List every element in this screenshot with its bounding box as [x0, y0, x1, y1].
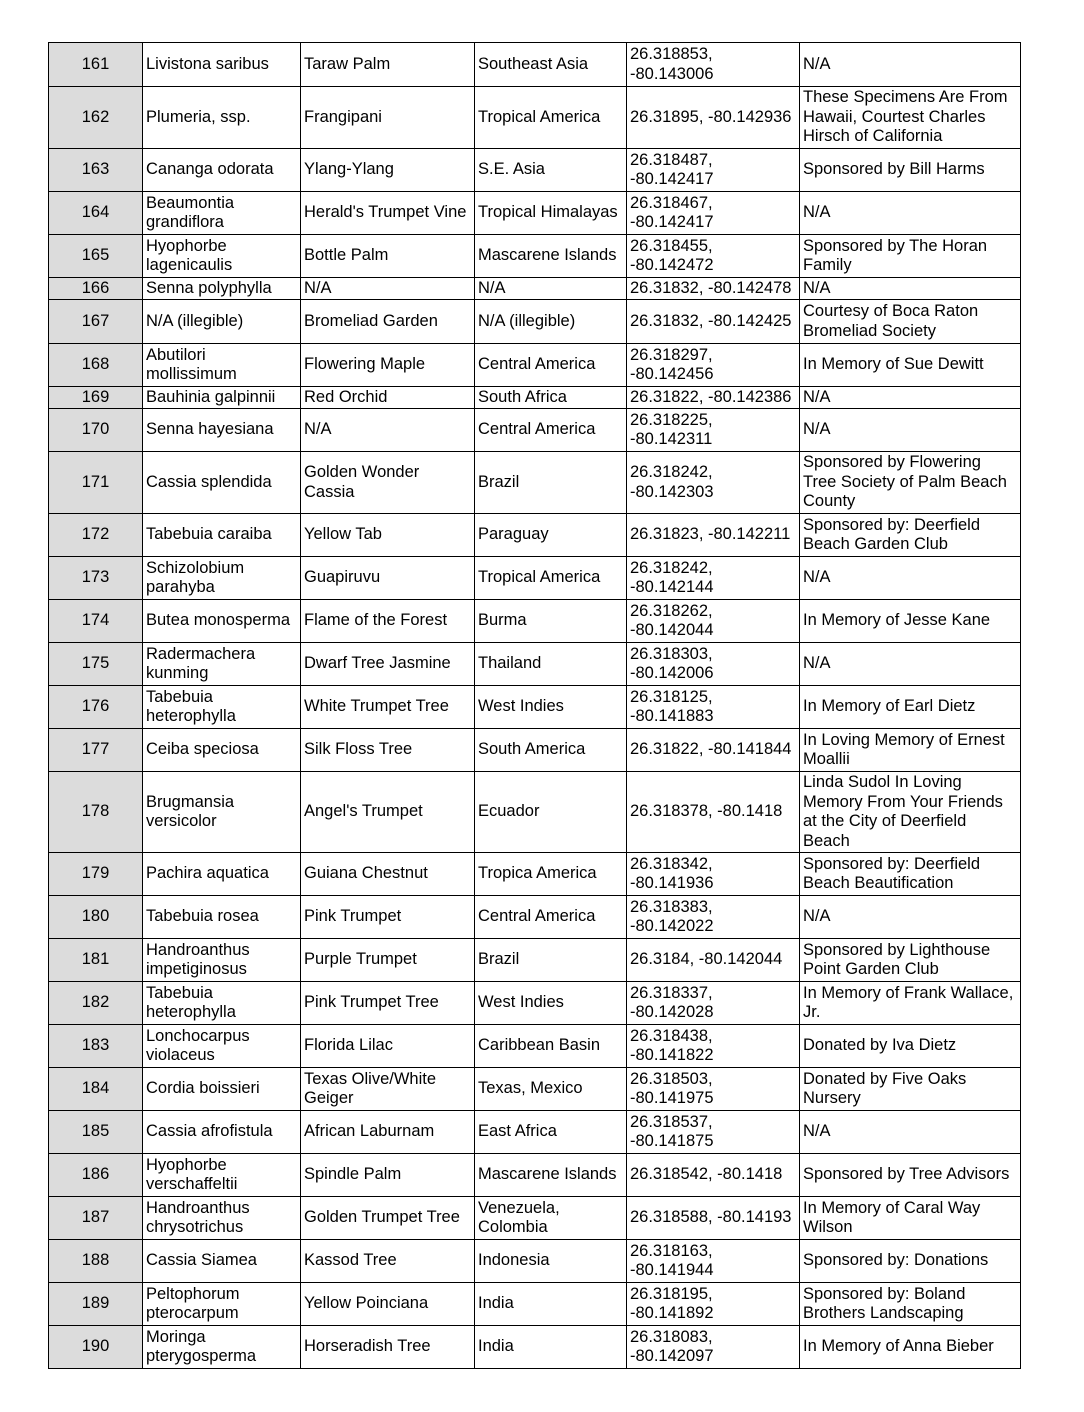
- plant-number-cell: 167: [49, 300, 143, 344]
- common-name-cell: Silk Floss Tree: [301, 729, 475, 772]
- origin-cell: Tropical America: [475, 87, 627, 149]
- coordinates-cell: 26.318383, -80.142022: [627, 896, 800, 939]
- plant-number-cell: 162: [49, 87, 143, 149]
- common-name-cell: Florida Lilac: [301, 1025, 475, 1068]
- notes-cell: N/A: [800, 278, 1021, 300]
- scientific-name-cell: Handroanthus impetiginosus: [143, 939, 301, 982]
- scientific-name-cell: Lonchocarpus violaceus: [143, 1025, 301, 1068]
- table-row: [49, 896, 1021, 939]
- plant-number-cell: 185: [49, 1111, 143, 1154]
- table-row: [49, 192, 1021, 235]
- origin-cell: N/A: [475, 278, 627, 300]
- coordinates-cell: 26.318467, -80.142417: [627, 192, 800, 235]
- coordinates-cell: 26.318337, -80.142028: [627, 982, 800, 1025]
- origin-cell: Venezuela, Colombia: [475, 1197, 627, 1240]
- table-row: [49, 1197, 1021, 1240]
- scientific-name-cell: Cassia splendida: [143, 452, 301, 514]
- scientific-name-cell: Handroanthus chrysotrichus: [143, 1197, 301, 1240]
- notes-cell: Sponsored by: Donations: [800, 1240, 1021, 1283]
- notes-cell: N/A: [800, 192, 1021, 235]
- scientific-name-cell: Tabebuia rosea: [143, 896, 301, 939]
- scientific-name-cell: Beaumontia grandiflora: [143, 192, 301, 235]
- scientific-name-cell: Livistona saribus: [143, 43, 301, 87]
- common-name-cell: Yellow Tab: [301, 514, 475, 557]
- coordinates-cell: 26.31895, -80.142936: [627, 87, 800, 149]
- plant-number-cell: 182: [49, 982, 143, 1025]
- scientific-name-cell: Ceiba speciosa: [143, 729, 301, 772]
- coordinates-cell: 26.31832, -80.142425: [627, 300, 800, 344]
- plant-table-body: [49, 43, 1021, 1369]
- notes-cell: Sponsored by Tree Advisors: [800, 1154, 1021, 1197]
- plant-number-cell: 181: [49, 939, 143, 982]
- coordinates-cell: 26.318487, -80.142417: [627, 149, 800, 192]
- scientific-name-cell: Butea monosperma: [143, 600, 301, 643]
- plant-number-cell: 183: [49, 1025, 143, 1068]
- plant-number-cell: 188: [49, 1240, 143, 1283]
- scientific-name-cell: Brugmansia versicolor: [143, 772, 301, 853]
- scientific-name-cell: Hyophorbe verschaffeltii: [143, 1154, 301, 1197]
- scientific-name-cell: Senna polyphylla: [143, 278, 301, 300]
- plant-number-cell: 165: [49, 235, 143, 278]
- notes-cell: In Loving Memory of Ernest Moallii: [800, 729, 1021, 772]
- common-name-cell: Guapiruvu: [301, 557, 475, 600]
- common-name-cell: Pink Trumpet Tree: [301, 982, 475, 1025]
- common-name-cell: Guiana Chestnut: [301, 853, 475, 896]
- origin-cell: Texas, Mexico: [475, 1068, 627, 1111]
- common-name-cell: Taraw Palm: [301, 43, 475, 87]
- scientific-name-cell: Cordia boissieri: [143, 1068, 301, 1111]
- scientific-name-cell: N/A (illegible): [143, 300, 301, 344]
- notes-cell: In Memory of Anna Bieber: [800, 1326, 1021, 1369]
- scientific-name-cell: Senna hayesiana: [143, 409, 301, 452]
- origin-cell: Ecuador: [475, 772, 627, 853]
- coordinates-cell: 26.318242, -80.142144: [627, 557, 800, 600]
- plant-number-cell: 163: [49, 149, 143, 192]
- notes-cell: In Memory of Jesse Kane: [800, 600, 1021, 643]
- coordinates-cell: 26.318163, -80.141944: [627, 1240, 800, 1283]
- table-row: [49, 278, 1021, 300]
- table-row: [49, 1326, 1021, 1369]
- coordinates-cell: 26.31832, -80.142478: [627, 278, 800, 300]
- coordinates-cell: 26.318297, -80.142456: [627, 344, 800, 387]
- coordinates-cell: 26.318378, -80.1418: [627, 772, 800, 853]
- origin-cell: Mascarene Islands: [475, 1154, 627, 1197]
- notes-cell: Sponsored by Bill Harms: [800, 149, 1021, 192]
- scientific-name-cell: Schizolobium parahyba: [143, 557, 301, 600]
- coordinates-cell: 26.31822, -80.142386: [627, 387, 800, 409]
- scientific-name-cell: Tabebuia heterophylla: [143, 686, 301, 729]
- notes-cell: Linda Sudol In Loving Memory From Your Friends at the City of Deerfield Beach: [800, 772, 1021, 853]
- plant-number-cell: 187: [49, 1197, 143, 1240]
- origin-cell: Southeast Asia: [475, 43, 627, 87]
- plant-number-cell: 176: [49, 686, 143, 729]
- notes-cell: Sponsored by Lighthouse Point Garden Club: [800, 939, 1021, 982]
- coordinates-cell: 26.318853, -80.143006: [627, 43, 800, 87]
- table-row: [49, 387, 1021, 409]
- origin-cell: Tropical America: [475, 557, 627, 600]
- table-row: [49, 686, 1021, 729]
- table-row: [49, 43, 1021, 87]
- scientific-name-cell: Cassia afrofistula: [143, 1111, 301, 1154]
- scientific-name-cell: Tabebuia heterophylla: [143, 982, 301, 1025]
- origin-cell: India: [475, 1283, 627, 1326]
- coordinates-cell: 26.318342, -80.141936: [627, 853, 800, 896]
- table-row: [49, 1240, 1021, 1283]
- notes-cell: In Memory of Frank Wallace, Jr.: [800, 982, 1021, 1025]
- table-row: [49, 344, 1021, 387]
- origin-cell: Central America: [475, 896, 627, 939]
- table-row: [49, 452, 1021, 514]
- table-row: [49, 1025, 1021, 1068]
- plant-number-cell: 190: [49, 1326, 143, 1369]
- notes-cell: N/A: [800, 557, 1021, 600]
- origin-cell: Central America: [475, 344, 627, 387]
- common-name-cell: Bromeliad Garden: [301, 300, 475, 344]
- common-name-cell: Angel's Trumpet: [301, 772, 475, 853]
- common-name-cell: Horseradish Tree: [301, 1326, 475, 1369]
- plant-number-cell: 166: [49, 278, 143, 300]
- plant-number-cell: 161: [49, 43, 143, 87]
- notes-cell: Sponsored by: Deerfield Beach Beautification: [800, 853, 1021, 896]
- table-row: [49, 853, 1021, 896]
- common-name-cell: Kassod Tree: [301, 1240, 475, 1283]
- origin-cell: West Indies: [475, 686, 627, 729]
- notes-cell: Courtesy of Boca Raton Bromeliad Society: [800, 300, 1021, 344]
- coordinates-cell: 26.31822, -80.141844: [627, 729, 800, 772]
- common-name-cell: Spindle Palm: [301, 1154, 475, 1197]
- plant-number-cell: 164: [49, 192, 143, 235]
- coordinates-cell: 26.318503, -80.141975: [627, 1068, 800, 1111]
- notes-cell: N/A: [800, 643, 1021, 686]
- origin-cell: Paraguay: [475, 514, 627, 557]
- table-row: [49, 300, 1021, 344]
- plant-number-cell: 177: [49, 729, 143, 772]
- scientific-name-cell: Tabebuia caraiba: [143, 514, 301, 557]
- plant-table: [48, 42, 1021, 1369]
- plant-number-cell: 189: [49, 1283, 143, 1326]
- table-row: [49, 409, 1021, 452]
- coordinates-cell: 26.3184, -80.142044: [627, 939, 800, 982]
- table-row: [49, 600, 1021, 643]
- notes-cell: N/A: [800, 409, 1021, 452]
- plant-number-cell: 172: [49, 514, 143, 557]
- common-name-cell: Dwarf Tree Jasmine: [301, 643, 475, 686]
- coordinates-cell: 26.318083, -80.142097: [627, 1326, 800, 1369]
- common-name-cell: Pink Trumpet: [301, 896, 475, 939]
- origin-cell: N/A (illegible): [475, 300, 627, 344]
- plant-number-cell: 171: [49, 452, 143, 514]
- coordinates-cell: 26.318242, -80.142303: [627, 452, 800, 514]
- origin-cell: Burma: [475, 600, 627, 643]
- coordinates-cell: 26.318303, -80.142006: [627, 643, 800, 686]
- origin-cell: Brazil: [475, 452, 627, 514]
- table-row: [49, 939, 1021, 982]
- common-name-cell: Bottle Palm: [301, 235, 475, 278]
- origin-cell: East Africa: [475, 1111, 627, 1154]
- notes-cell: N/A: [800, 1111, 1021, 1154]
- common-name-cell: Golden Trumpet Tree: [301, 1197, 475, 1240]
- origin-cell: West Indies: [475, 982, 627, 1025]
- origin-cell: Tropical Himalayas: [475, 192, 627, 235]
- notes-cell: Donated by Five Oaks Nursery: [800, 1068, 1021, 1111]
- coordinates-cell: 26.318195, -80.141892: [627, 1283, 800, 1326]
- plant-number-cell: 179: [49, 853, 143, 896]
- origin-cell: Caribbean Basin: [475, 1025, 627, 1068]
- origin-cell: Central America: [475, 409, 627, 452]
- common-name-cell: Frangipani: [301, 87, 475, 149]
- notes-cell: Sponsored by The Horan Family: [800, 235, 1021, 278]
- table-row: [49, 729, 1021, 772]
- notes-cell: In Memory of Caral Way Wilson: [800, 1197, 1021, 1240]
- table-row: [49, 149, 1021, 192]
- coordinates-cell: 26.318455, -80.142472: [627, 235, 800, 278]
- table-row: [49, 643, 1021, 686]
- notes-cell: N/A: [800, 43, 1021, 87]
- notes-cell: Sponsored by Flowering Tree Society of Palm Beach County: [800, 452, 1021, 514]
- common-name-cell: White Trumpet Tree: [301, 686, 475, 729]
- plant-number-cell: 169: [49, 387, 143, 409]
- common-name-cell: Purple Trumpet: [301, 939, 475, 982]
- origin-cell: S.E. Asia: [475, 149, 627, 192]
- plant-number-cell: 178: [49, 772, 143, 853]
- coordinates-cell: 26.318125, -80.141883: [627, 686, 800, 729]
- origin-cell: Mascarene Islands: [475, 235, 627, 278]
- plant-number-cell: 168: [49, 344, 143, 387]
- table-row: [49, 235, 1021, 278]
- common-name-cell: Ylang-Ylang: [301, 149, 475, 192]
- origin-cell: Tropica America: [475, 853, 627, 896]
- origin-cell: South Africa: [475, 387, 627, 409]
- common-name-cell: N/A: [301, 278, 475, 300]
- scientific-name-cell: Abutilori mollissimum: [143, 344, 301, 387]
- common-name-cell: Red Orchid: [301, 387, 475, 409]
- coordinates-cell: 26.318262, -80.142044: [627, 600, 800, 643]
- origin-cell: South America: [475, 729, 627, 772]
- table-row: [49, 1111, 1021, 1154]
- table-row: [49, 514, 1021, 557]
- scientific-name-cell: Cananga odorata: [143, 149, 301, 192]
- plant-number-cell: 180: [49, 896, 143, 939]
- common-name-cell: Herald's Trumpet Vine: [301, 192, 475, 235]
- scientific-name-cell: Bauhinia galpinnii: [143, 387, 301, 409]
- plant-number-cell: 174: [49, 600, 143, 643]
- coordinates-cell: 26.318542, -80.1418: [627, 1154, 800, 1197]
- table-row: [49, 1068, 1021, 1111]
- notes-cell: Sponsored by: Boland Brothers Landscaping: [800, 1283, 1021, 1326]
- table-row: [49, 1283, 1021, 1326]
- scientific-name-cell: Pachira aquatica: [143, 853, 301, 896]
- coordinates-cell: 26.318588, -80.14193: [627, 1197, 800, 1240]
- scientific-name-cell: Hyophorbe lagenicaulis: [143, 235, 301, 278]
- table-row: [49, 87, 1021, 149]
- plant-number-cell: 175: [49, 643, 143, 686]
- plant-number-cell: 186: [49, 1154, 143, 1197]
- notes-cell: In Memory of Sue Dewitt: [800, 344, 1021, 387]
- common-name-cell: African Laburnam: [301, 1111, 475, 1154]
- notes-cell: Donated by Iva Dietz: [800, 1025, 1021, 1068]
- notes-cell: These Specimens Are From Hawaii, Courtest Charles Hirsch of California: [800, 87, 1021, 149]
- notes-cell: Sponsored by: Deerfield Beach Garden Club: [800, 514, 1021, 557]
- origin-cell: Brazil: [475, 939, 627, 982]
- origin-cell: India: [475, 1326, 627, 1369]
- origin-cell: Thailand: [475, 643, 627, 686]
- scientific-name-cell: Radermachera kunming: [143, 643, 301, 686]
- scientific-name-cell: Moringa pterygosperma: [143, 1326, 301, 1369]
- coordinates-cell: 26.318438, -80.141822: [627, 1025, 800, 1068]
- scientific-name-cell: Plumeria, ssp.: [143, 87, 301, 149]
- notes-cell: In Memory of Earl Dietz: [800, 686, 1021, 729]
- plant-number-cell: 184: [49, 1068, 143, 1111]
- table-row: [49, 557, 1021, 600]
- common-name-cell: Texas Olive/White Geiger: [301, 1068, 475, 1111]
- coordinates-cell: 26.318225, -80.142311: [627, 409, 800, 452]
- plant-number-cell: 173: [49, 557, 143, 600]
- coordinates-cell: 26.318537, -80.141875: [627, 1111, 800, 1154]
- coordinates-cell: 26.31823, -80.142211: [627, 514, 800, 557]
- origin-cell: Indonesia: [475, 1240, 627, 1283]
- common-name-cell: Golden Wonder Cassia: [301, 452, 475, 514]
- common-name-cell: Flame of the Forest: [301, 600, 475, 643]
- plant-number-cell: 170: [49, 409, 143, 452]
- table-row: [49, 982, 1021, 1025]
- common-name-cell: Flowering Maple: [301, 344, 475, 387]
- common-name-cell: Yellow Poinciana: [301, 1283, 475, 1326]
- scientific-name-cell: Cassia Siamea: [143, 1240, 301, 1283]
- common-name-cell: N/A: [301, 409, 475, 452]
- table-row: [49, 772, 1021, 853]
- scientific-name-cell: Peltophorum pterocarpum: [143, 1283, 301, 1326]
- table-row: [49, 1154, 1021, 1197]
- notes-cell: N/A: [800, 896, 1021, 939]
- notes-cell: N/A: [800, 387, 1021, 409]
